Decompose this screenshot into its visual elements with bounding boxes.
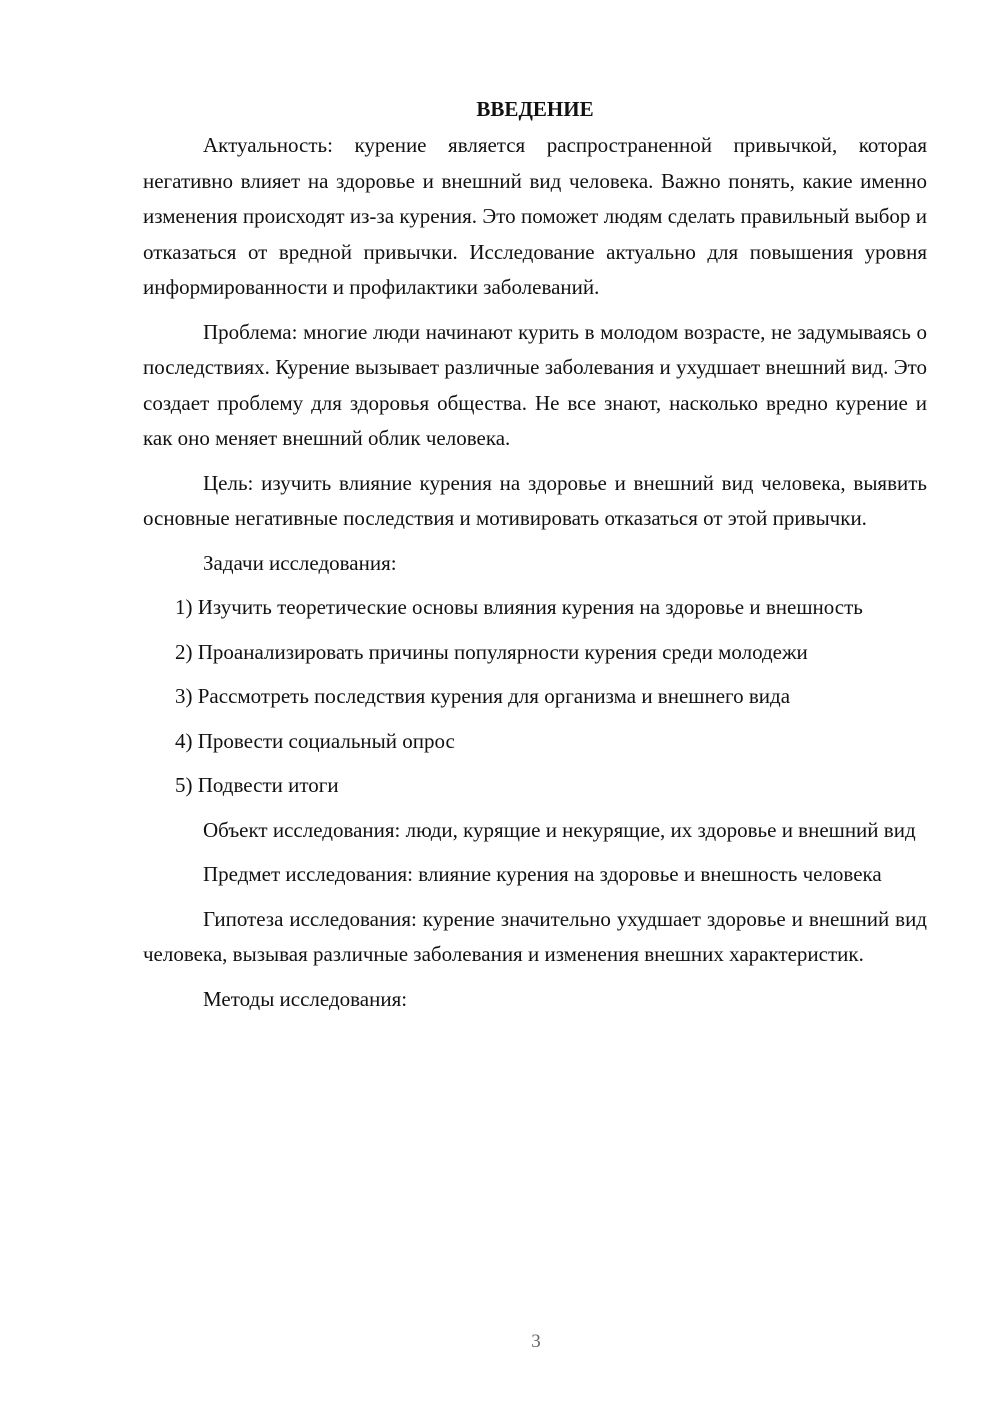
page-content	[143, 92, 927, 1017]
goal-paragraph: Цель: изучить влияние курения на здоровье и внешний вид человека, выявить основные негативные последствия и мотивировать отказаться от этой привычки.	[143, 470, 927, 530]
relevance-paragraph: Актуальность: курение является распространенной привычкой, которая негативно влияет на здоровье и внешний вид человека. Важно понять, какие именно изменения происходят из-за курения. Это поможет людям сделать правильный выбор и отказаться от вредной привычки. Исследование актуально для повышения уровня информированности и профилактики заболеваний.	[143, 133, 927, 299]
tasks-heading: Задачи исследования:	[203, 550, 397, 575]
page-title: ВВЕДЕНИЕ	[476, 97, 594, 121]
task-item-2: 2) Проанализировать причины популярности курения среди молодежи	[175, 639, 808, 664]
task-item-1: 1) Изучить теоретические основы влияния курения на здоровье и внешность	[175, 595, 863, 619]
hypothesis-paragraph: Гипотеза исследования: курение значительно ухудшает здоровье и внешний вид человека, вызывая различные заболевания и изменения внешних характеристик.	[143, 906, 927, 966]
task-item-3: 3) Рассмотреть последствия курения для организма и внешнего вида	[175, 684, 791, 708]
problem-paragraph: Проблема: многие люди начинают курить в молодом возрасте, не задумываясь о последствиях. Курение вызывает различные заболевания и ухудшает внешний вид. Это создает проблему для здоровья общества. Не все знают, насколько вредно курение и как оно меняет внешний облик человека.	[143, 319, 927, 450]
page-number: 3	[531, 1331, 541, 1352]
subject-paragraph: Предмет исследования: влияние курения на здоровье и внешность человека	[203, 862, 882, 886]
object-paragraph: Объект исследования: люди, курящие и некурящие, их здоровье и внешний вид	[203, 817, 916, 842]
task-item-4: 4) Провести социальный опрос	[175, 728, 455, 753]
task-item-5: 5) Подвести итоги	[175, 773, 339, 797]
methods-heading: Методы исследования:	[203, 986, 408, 1011]
